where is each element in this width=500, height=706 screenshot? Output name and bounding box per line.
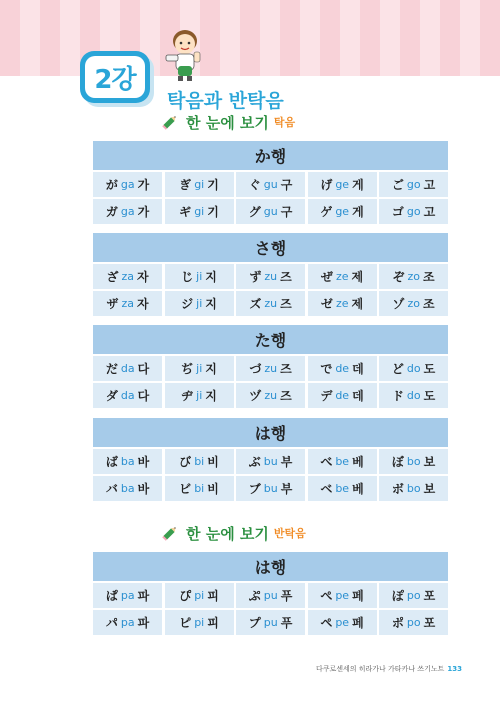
romaji: be xyxy=(335,455,350,468)
table-row xyxy=(93,449,448,474)
kana-char: ポ xyxy=(391,616,404,630)
hangul: 푸 xyxy=(280,589,293,603)
kana-cell xyxy=(236,264,305,289)
table-row xyxy=(93,583,448,608)
romaji: ge xyxy=(335,178,350,191)
kana-char: だ xyxy=(105,362,118,376)
kana-cell xyxy=(308,583,377,608)
kana-cell xyxy=(379,264,448,289)
lesson-number: 2강 xyxy=(94,64,136,95)
kana-cell xyxy=(93,356,162,381)
hangul: 즈 xyxy=(280,362,292,376)
kana-char: づ xyxy=(249,362,262,376)
hangul: 데 xyxy=(352,389,364,403)
romaji: za xyxy=(121,297,134,310)
kana-char: プ xyxy=(248,616,261,630)
kana-cell xyxy=(379,476,448,501)
kana-cell xyxy=(165,356,234,381)
page-footer xyxy=(316,664,462,674)
hangul: 게 xyxy=(352,178,364,192)
kana-cell xyxy=(379,199,448,224)
kana-char: ギ xyxy=(179,205,192,219)
romaji: po xyxy=(406,589,421,602)
romaji: zo xyxy=(407,270,420,283)
kana-char: ズ xyxy=(249,297,262,311)
kana-cell xyxy=(308,356,377,381)
kana-char: が xyxy=(105,178,118,192)
kana-char: ご xyxy=(391,178,404,192)
kana-char: ピ xyxy=(179,616,192,630)
romaji: ba xyxy=(120,455,135,468)
kana-char: ぱ xyxy=(105,589,118,603)
kana-cell xyxy=(236,291,305,316)
hangul: 지 xyxy=(205,389,217,403)
kana-char: ゲ xyxy=(320,205,333,219)
hangul: 구 xyxy=(280,205,293,219)
lesson-number-badge xyxy=(80,51,150,103)
hangul: 즈 xyxy=(280,297,292,311)
kana-char: ゴ xyxy=(391,205,404,219)
romaji: gi xyxy=(194,178,205,191)
hangul: 부 xyxy=(280,455,293,469)
section-title: 한 눈에 보기 xyxy=(186,524,269,543)
kana-cell xyxy=(308,199,377,224)
hangul: 지 xyxy=(205,362,217,376)
hangul: 다 xyxy=(137,389,150,403)
kana-char: パ xyxy=(105,616,118,630)
kana-cell xyxy=(165,199,234,224)
kana-cell xyxy=(308,610,377,635)
table-header: た행 xyxy=(93,325,448,354)
footer-book-title: 다쿠로센세의 히라가나 가타카나 쓰기노트 xyxy=(315,665,445,673)
hangul: 바 xyxy=(137,455,150,469)
kana-cell xyxy=(379,291,448,316)
kana-cell xyxy=(236,476,305,501)
kana-char: ザ xyxy=(106,297,119,311)
kana-table-ha-dakuon xyxy=(93,418,448,501)
page-number: 133 xyxy=(447,665,462,673)
kana-cell xyxy=(165,291,234,316)
romaji: bu xyxy=(263,455,278,468)
kana-cell xyxy=(236,449,305,474)
kana-char: ヅ xyxy=(249,389,262,403)
romaji: ba xyxy=(120,482,135,495)
romaji: pe xyxy=(335,589,350,602)
kana-char: ぶ xyxy=(248,455,261,469)
table-row xyxy=(93,199,448,224)
romaji: ga xyxy=(120,205,135,218)
lesson-number-badge-inner xyxy=(85,56,145,98)
romaji: gi xyxy=(194,205,205,218)
kana-cell xyxy=(308,291,377,316)
hangul: 제 xyxy=(351,270,364,284)
table-row xyxy=(93,476,448,501)
kana-char: バ xyxy=(105,482,118,496)
kana-cell xyxy=(308,383,377,408)
kana-cell xyxy=(379,383,448,408)
section-heading-dakuon xyxy=(160,112,295,132)
kana-cell xyxy=(93,199,162,224)
kana-char: ダ xyxy=(105,389,118,403)
romaji: go xyxy=(406,178,421,191)
hangul: 제 xyxy=(351,297,364,311)
romaji: po xyxy=(406,616,421,629)
kana-char: ぺ xyxy=(320,589,333,603)
table-header: さ행 xyxy=(93,233,448,262)
kana-char: ブ xyxy=(248,482,261,496)
table-header: は행 xyxy=(93,552,448,581)
romaji: za xyxy=(121,270,134,283)
kana-char: ば xyxy=(105,455,118,469)
romaji: ji xyxy=(196,362,203,375)
hangul: 기 xyxy=(207,205,219,219)
hangul: 고 xyxy=(423,205,436,219)
romaji: pa xyxy=(120,589,135,602)
romaji: zu xyxy=(264,389,278,402)
kana-char: ざ xyxy=(106,270,119,284)
kana-char: ペ xyxy=(320,616,333,630)
romaji: bi xyxy=(194,455,205,468)
hangul: 페 xyxy=(352,616,364,630)
romaji: pe xyxy=(335,616,350,629)
kana-char: ど xyxy=(391,362,404,376)
kana-char: デ xyxy=(320,389,333,403)
kana-cell xyxy=(236,610,305,635)
hangul: 푸 xyxy=(280,616,293,630)
table-row xyxy=(93,291,448,316)
kana-char: ビ xyxy=(179,482,192,496)
romaji: ge xyxy=(335,205,350,218)
section-title: 한 눈에 보기 xyxy=(186,113,269,132)
romaji: ga xyxy=(120,178,135,191)
table-row xyxy=(93,356,448,381)
kana-char: ず xyxy=(249,270,262,284)
kana-cell xyxy=(165,383,234,408)
section-heading-handakuon xyxy=(160,523,306,543)
kana-char: ぎ xyxy=(179,178,192,192)
kana-cell xyxy=(236,356,305,381)
kana-table-ha-handakuon xyxy=(93,552,448,635)
romaji: ze xyxy=(335,297,349,310)
kana-table-ta xyxy=(93,325,448,408)
hangul: 조 xyxy=(422,297,435,311)
table-header: は행 xyxy=(93,418,448,447)
hangul: 포 xyxy=(423,616,436,630)
romaji: do xyxy=(406,389,421,402)
hangul: 지 xyxy=(205,270,217,284)
hangul: 지 xyxy=(205,297,217,311)
romaji: bo xyxy=(406,455,421,468)
kana-cell xyxy=(165,172,234,197)
pencil-icon xyxy=(160,112,180,132)
kana-cell xyxy=(165,449,234,474)
hangul: 페 xyxy=(352,589,364,603)
romaji: de xyxy=(335,362,350,375)
romaji: gu xyxy=(263,205,278,218)
romaji: ji xyxy=(196,389,203,402)
hangul: 파 xyxy=(137,589,150,603)
mascot-character-illustration xyxy=(162,26,208,82)
hangul: 보 xyxy=(423,455,436,469)
kana-table-ka xyxy=(93,141,448,224)
kana-cell xyxy=(379,583,448,608)
hangul: 데 xyxy=(352,362,364,376)
hangul: 바 xyxy=(137,482,150,496)
hangul: 게 xyxy=(352,205,364,219)
kana-char: ベ xyxy=(320,482,333,496)
hangul: 부 xyxy=(280,482,293,496)
romaji: go xyxy=(406,205,421,218)
hangul: 자 xyxy=(136,297,149,311)
romaji: zo xyxy=(407,297,420,310)
kana-cell xyxy=(165,610,234,635)
romaji: pi xyxy=(194,616,205,629)
hangul: 비 xyxy=(207,482,219,496)
lesson-title: 탁음과 반탁음 xyxy=(167,90,284,112)
kana-char: ボ xyxy=(391,482,404,496)
romaji: da xyxy=(120,389,135,402)
romaji: zu xyxy=(264,270,278,283)
romaji: pi xyxy=(194,589,205,602)
romaji: bi xyxy=(194,482,205,495)
romaji: be xyxy=(335,482,350,495)
kana-table-sa xyxy=(93,233,448,316)
hangul: 가 xyxy=(137,205,150,219)
kana-cell xyxy=(165,583,234,608)
kana-char: ぜ xyxy=(320,270,333,284)
hangul: 기 xyxy=(207,178,219,192)
kana-cell xyxy=(236,583,305,608)
kana-cell xyxy=(93,383,162,408)
kana-char: ぼ xyxy=(391,455,404,469)
romaji: ze xyxy=(335,270,349,283)
kana-char: ぢ xyxy=(181,362,194,376)
kana-cell xyxy=(93,610,162,635)
romaji: pu xyxy=(263,616,278,629)
top-pattern-band xyxy=(0,0,500,76)
kana-char: ゾ xyxy=(392,297,405,311)
hangul: 도 xyxy=(423,389,436,403)
kana-cell xyxy=(379,610,448,635)
kana-cell xyxy=(379,449,448,474)
kana-char: ガ xyxy=(105,205,118,219)
romaji: zu xyxy=(264,297,278,310)
kana-char: げ xyxy=(320,178,333,192)
hangul: 포 xyxy=(423,589,436,603)
kana-char: び xyxy=(179,455,192,469)
hangul: 자 xyxy=(136,270,149,284)
hangul: 피 xyxy=(207,589,219,603)
pencil-icon xyxy=(160,523,180,543)
kana-cell xyxy=(308,476,377,501)
kana-cell xyxy=(93,291,162,316)
table-row xyxy=(93,383,448,408)
hangul: 비 xyxy=(207,455,219,469)
kana-char: ゼ xyxy=(320,297,333,311)
kana-char: ぐ xyxy=(248,178,261,192)
kana-char: ぴ xyxy=(179,589,192,603)
hangul: 베 xyxy=(352,482,364,496)
romaji: zu xyxy=(264,362,278,375)
hangul: 도 xyxy=(423,362,436,376)
hangul: 가 xyxy=(137,178,150,192)
romaji: do xyxy=(406,362,421,375)
kana-char: ぞ xyxy=(392,270,405,284)
table-row xyxy=(93,172,448,197)
hangul: 구 xyxy=(280,178,293,192)
hangul: 파 xyxy=(137,616,150,630)
table-row xyxy=(93,264,448,289)
romaji: bu xyxy=(263,482,278,495)
hangul: 즈 xyxy=(280,389,292,403)
kana-cell xyxy=(236,172,305,197)
kana-cell xyxy=(236,199,305,224)
table-row xyxy=(93,610,448,635)
romaji: da xyxy=(120,362,135,375)
kana-cell xyxy=(93,449,162,474)
hangul: 즈 xyxy=(280,270,292,284)
table-header: か행 xyxy=(93,141,448,170)
kana-char: グ xyxy=(248,205,261,219)
hangul: 조 xyxy=(422,270,435,284)
section-subtitle: 반탁음 xyxy=(273,527,306,540)
kana-cell xyxy=(93,264,162,289)
kana-char: べ xyxy=(320,455,333,469)
kana-cell xyxy=(308,449,377,474)
romaji: gu xyxy=(263,178,278,191)
romaji: de xyxy=(335,389,350,402)
section-subtitle: 탁음 xyxy=(273,116,296,129)
kana-cell xyxy=(93,172,162,197)
kana-cell xyxy=(379,172,448,197)
kana-char: じ xyxy=(181,270,194,284)
kana-cell xyxy=(308,172,377,197)
romaji: pu xyxy=(263,589,278,602)
hangul: 베 xyxy=(352,455,364,469)
hangul: 고 xyxy=(423,178,436,192)
romaji: ji xyxy=(196,270,203,283)
kana-char: ジ xyxy=(181,297,194,311)
kana-char: ぽ xyxy=(391,589,404,603)
kana-cell xyxy=(93,583,162,608)
hangul: 보 xyxy=(423,482,436,496)
hangul: 다 xyxy=(137,362,150,376)
romaji: pa xyxy=(120,616,135,629)
hangul: 피 xyxy=(207,616,219,630)
kana-char: ヂ xyxy=(181,389,194,403)
romaji: bo xyxy=(406,482,421,495)
kana-cell xyxy=(379,356,448,381)
kana-cell xyxy=(165,264,234,289)
kana-char: ぷ xyxy=(248,589,261,603)
kana-cell xyxy=(236,383,305,408)
kana-cell xyxy=(308,264,377,289)
kana-char: ド xyxy=(391,389,404,403)
kana-cell xyxy=(93,476,162,501)
kana-char: で xyxy=(320,362,333,376)
kana-cell xyxy=(165,476,234,501)
romaji: ji xyxy=(196,297,203,310)
